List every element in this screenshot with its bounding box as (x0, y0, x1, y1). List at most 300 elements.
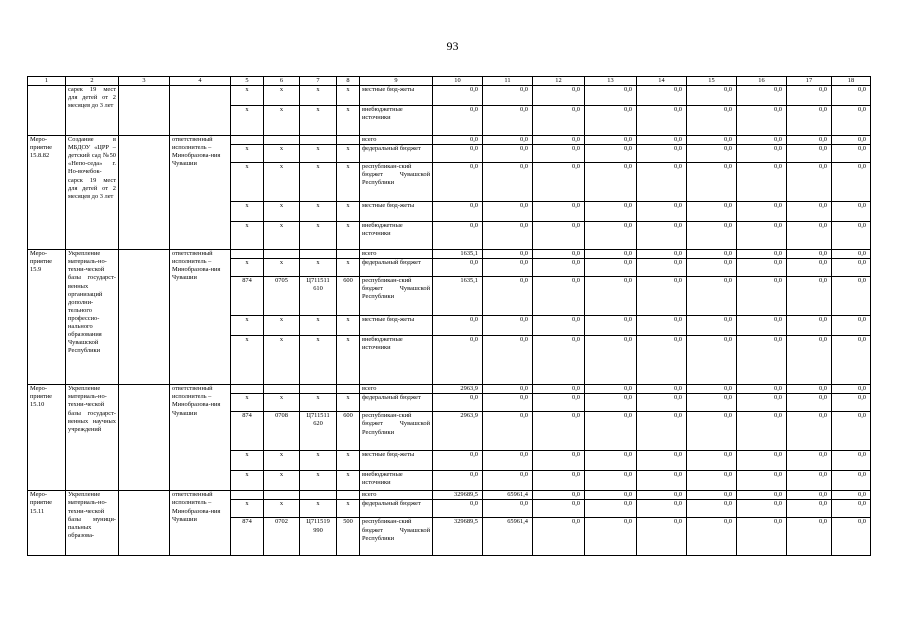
value-cell: 0,0 (533, 259, 585, 277)
value-cell: 0,0 (832, 222, 871, 250)
value-cell: 0,0 (832, 336, 871, 385)
value-cell: 0,0 (832, 316, 871, 336)
code-cell: x (337, 500, 360, 518)
value-cell: 0,0 (637, 259, 687, 277)
code-cell: x (337, 86, 360, 106)
value-cell: 0,0 (832, 385, 871, 394)
code-cell: Ц711511 610 (300, 277, 337, 316)
value-cell: 0,0 (832, 277, 871, 316)
value-cell: 0,0 (787, 163, 832, 202)
measure-description: Укрепление материаль-но-техни-ческой базы государст-венных организаций дополни-тельного профессио-нального образования Чувашской Республики (66, 250, 119, 385)
code-cell: 500 (337, 518, 360, 556)
value-cell: 0,0 (637, 385, 687, 394)
value-cell: 0,0 (433, 394, 483, 412)
header-cell: 17 (787, 77, 832, 86)
co-executor (119, 491, 170, 556)
code-cell: x (231, 316, 264, 336)
value-cell: 0,0 (687, 336, 737, 385)
value-cell: 0,0 (737, 145, 787, 163)
value-cell: 0,0 (832, 163, 871, 202)
value-cell: 0,0 (832, 250, 871, 259)
code-cell: Ц711511 620 (300, 412, 337, 451)
value-cell: 0,0 (687, 471, 737, 491)
value-cell: 0,0 (637, 106, 687, 136)
value-cell: 0,0 (585, 202, 637, 222)
value-cell: 0,0 (433, 316, 483, 336)
value-cell: 0,0 (687, 145, 737, 163)
executor: ответственный исполнитель – Минобразова-ния Чувашии (170, 491, 231, 556)
code-cell (231, 385, 264, 394)
code-cell: x (337, 202, 360, 222)
value-cell: 0,0 (483, 222, 533, 250)
value-cell: 0,0 (585, 336, 637, 385)
code-cell (337, 250, 360, 259)
measure-description: сарек 19 мест для детей от 2 месяцев до 3 лет (66, 86, 119, 136)
budget-table (27, 76, 871, 556)
header-cell: 16 (737, 77, 787, 86)
code-cell: x (300, 394, 337, 412)
value-cell: 0,0 (533, 277, 585, 316)
value-cell: 0,0 (787, 106, 832, 136)
header-cell: 9 (360, 77, 433, 86)
code-cell: x (300, 336, 337, 385)
value-cell: 0,0 (533, 385, 585, 394)
value-cell: 0,0 (483, 250, 533, 259)
value-cell: 0,0 (585, 86, 637, 106)
code-cell: x (231, 500, 264, 518)
table-row (28, 385, 871, 394)
value-cell: 0,0 (483, 316, 533, 336)
co-executor (119, 385, 170, 491)
code-cell: 0702 (264, 518, 300, 556)
code-cell: x (264, 86, 300, 106)
value-cell: 0,0 (787, 336, 832, 385)
value-cell: 0,0 (533, 412, 585, 451)
source-cell: внебюджетные источники (360, 222, 433, 250)
value-cell: 0,0 (533, 145, 585, 163)
value-cell: 0,0 (433, 136, 483, 145)
value-cell: 0,0 (533, 202, 585, 222)
value-cell: 0,0 (533, 491, 585, 500)
value-cell: 0,0 (533, 163, 585, 202)
value-cell: 2963,9 (433, 412, 483, 451)
value-cell: 0,0 (832, 471, 871, 491)
code-cell: x (264, 145, 300, 163)
value-cell: 0,0 (787, 277, 832, 316)
value-cell: 0,0 (483, 277, 533, 316)
value-cell: 0,0 (687, 277, 737, 316)
table-row (28, 491, 871, 500)
value-cell: 0,0 (737, 451, 787, 471)
value-cell: 65961,4 (483, 518, 533, 556)
value-cell: 0,0 (637, 412, 687, 451)
code-cell: x (337, 471, 360, 491)
value-cell: 0,0 (637, 86, 687, 106)
value-cell: 0,0 (433, 145, 483, 163)
value-cell: 0,0 (637, 518, 687, 556)
header-cell: 1 (28, 77, 66, 86)
value-cell: 0,0 (737, 316, 787, 336)
code-cell: x (264, 259, 300, 277)
value-cell: 0,0 (737, 259, 787, 277)
code-cell: x (231, 222, 264, 250)
code-cell: 0705 (264, 277, 300, 316)
code-cell: x (264, 106, 300, 136)
value-cell: 0,0 (737, 136, 787, 145)
value-cell: 0,0 (483, 106, 533, 136)
source-cell: всего (360, 136, 433, 145)
value-cell: 0,0 (737, 106, 787, 136)
code-cell: x (264, 316, 300, 336)
value-cell: 0,0 (787, 250, 832, 259)
value-cell: 329689,5 (433, 491, 483, 500)
code-cell (231, 491, 264, 500)
code-cell: x (300, 451, 337, 471)
executor: ответственный исполнитель – Минобразова-ния Чувашии (170, 385, 231, 491)
measure-label: Меро-приятие 15.9 (28, 250, 66, 385)
value-cell: 0,0 (687, 394, 737, 412)
code-cell: x (231, 86, 264, 106)
code-cell: 874 (231, 518, 264, 556)
value-cell: 0,0 (787, 202, 832, 222)
value-cell: 0,0 (533, 86, 585, 106)
value-cell: 0,0 (832, 451, 871, 471)
header-cell: 6 (264, 77, 300, 86)
value-cell: 0,0 (483, 336, 533, 385)
measure-label: Меро-приятие 15.10 (28, 385, 66, 491)
value-cell: 0,0 (787, 145, 832, 163)
value-cell: 0,0 (585, 491, 637, 500)
value-cell: 0,0 (637, 451, 687, 471)
value-cell: 0,0 (687, 222, 737, 250)
source-cell: внебюджетные источники (360, 471, 433, 491)
code-cell: x (337, 394, 360, 412)
code-cell: x (300, 500, 337, 518)
value-cell: 0,0 (737, 336, 787, 385)
value-cell: 0,0 (533, 471, 585, 491)
value-cell: 0,0 (832, 500, 871, 518)
value-cell: 0,0 (832, 136, 871, 145)
value-cell: 0,0 (585, 412, 637, 451)
value-cell: 0,0 (737, 277, 787, 316)
code-cell: x (337, 145, 360, 163)
code-cell (264, 491, 300, 500)
header-cell: 10 (433, 77, 483, 86)
value-cell: 0,0 (637, 250, 687, 259)
measure-label: Меро-приятие 15.11 (28, 491, 66, 556)
value-cell: 0,0 (483, 136, 533, 145)
code-cell (300, 136, 337, 145)
value-cell: 0,0 (585, 136, 637, 145)
value-cell: 0,0 (585, 316, 637, 336)
value-cell: 0,0 (832, 202, 871, 222)
code-cell: x (300, 316, 337, 336)
source-cell: внебюджетные источники (360, 106, 433, 136)
value-cell: 0,0 (637, 222, 687, 250)
value-cell: 0,0 (787, 259, 832, 277)
value-cell: 0,0 (832, 394, 871, 412)
measure-description: Укрепление материаль-но-техни-ческой базы муници-пальных образова- (66, 491, 119, 556)
table-row (28, 86, 871, 106)
value-cell: 0,0 (585, 394, 637, 412)
co-executor (119, 136, 170, 250)
value-cell: 0,0 (433, 202, 483, 222)
value-cell: 0,0 (787, 222, 832, 250)
value-cell: 0,0 (433, 222, 483, 250)
code-cell (264, 250, 300, 259)
value-cell: 0,0 (687, 163, 737, 202)
value-cell: 0,0 (787, 451, 832, 471)
value-cell: 0,0 (737, 518, 787, 556)
value-cell: 0,0 (585, 385, 637, 394)
value-cell: 0,0 (433, 336, 483, 385)
value-cell: 0,0 (637, 316, 687, 336)
code-cell: x (300, 202, 337, 222)
code-cell (337, 491, 360, 500)
value-cell: 0,0 (737, 412, 787, 451)
code-cell (231, 136, 264, 145)
value-cell: 0,0 (787, 500, 832, 518)
code-cell (337, 385, 360, 394)
code-cell (337, 136, 360, 145)
value-cell: 0,0 (585, 471, 637, 491)
value-cell: 0,0 (832, 259, 871, 277)
value-cell: 0,0 (687, 259, 737, 277)
code-cell: x (264, 222, 300, 250)
code-cell: x (231, 451, 264, 471)
value-cell: 0,0 (433, 86, 483, 106)
value-cell: 0,0 (483, 385, 533, 394)
measure-label (28, 86, 66, 136)
source-cell: федеральный бюджет (360, 259, 433, 277)
code-cell: x (264, 451, 300, 471)
value-cell: 0,0 (787, 394, 832, 412)
value-cell: 65961,4 (483, 491, 533, 500)
header-cell: 15 (687, 77, 737, 86)
header-cell: 7 (300, 77, 337, 86)
code-cell: x (300, 145, 337, 163)
value-cell: 0,0 (585, 518, 637, 556)
value-cell: 0,0 (483, 259, 533, 277)
code-cell (300, 250, 337, 259)
table-row (28, 250, 871, 259)
value-cell: 0,0 (737, 385, 787, 394)
code-cell: x (300, 222, 337, 250)
value-cell: 0,0 (637, 500, 687, 518)
source-cell: республикан-ский бюджет Чувашской Республики (360, 518, 433, 556)
value-cell: 1635,1 (433, 250, 483, 259)
value-cell: 2963,9 (433, 385, 483, 394)
value-cell: 0,0 (483, 412, 533, 451)
header-cell: 8 (337, 77, 360, 86)
measure-description: Создание в МБДОУ «ЦРР – детский сад №50 «Непо-седа» г. Но-вочебок-сарск 19 мест для детей от 2 месяцев до 3 лет (66, 136, 119, 250)
value-cell: 0,0 (637, 471, 687, 491)
value-cell: 0,0 (483, 145, 533, 163)
executor: ответственный исполнитель – Минобразова-ния Чувашии (170, 250, 231, 385)
value-cell: 0,0 (687, 202, 737, 222)
value-cell: 0,0 (687, 385, 737, 394)
code-cell: x (264, 163, 300, 202)
value-cell: 0,0 (737, 222, 787, 250)
value-cell: 0,0 (585, 500, 637, 518)
value-cell: 0,0 (787, 412, 832, 451)
code-cell: 600 (337, 412, 360, 451)
value-cell: 0,0 (483, 500, 533, 518)
value-cell: 0,0 (533, 518, 585, 556)
source-cell: республикан-ский бюджет Чувашской Республики (360, 277, 433, 316)
code-cell: 0708 (264, 412, 300, 451)
source-cell: федеральный бюджет (360, 145, 433, 163)
source-cell: федеральный бюджет (360, 500, 433, 518)
value-cell: 0,0 (787, 471, 832, 491)
source-cell: местные бюд-жеты (360, 316, 433, 336)
code-cell: x (300, 106, 337, 136)
code-cell: x (337, 451, 360, 471)
header-cell: 5 (231, 77, 264, 86)
value-cell: 0,0 (433, 500, 483, 518)
value-cell: 0,0 (687, 106, 737, 136)
value-cell: 0,0 (687, 451, 737, 471)
code-cell: x (300, 259, 337, 277)
value-cell: 0,0 (433, 451, 483, 471)
code-cell: x (231, 471, 264, 491)
value-cell: 0,0 (832, 86, 871, 106)
header-cell: 3 (119, 77, 170, 86)
value-cell: 0,0 (483, 471, 533, 491)
header-cell: 12 (533, 77, 585, 86)
code-cell: x (300, 163, 337, 202)
code-cell: x (231, 145, 264, 163)
code-cell: x (231, 259, 264, 277)
value-cell: 0,0 (533, 500, 585, 518)
value-cell: 0,0 (737, 163, 787, 202)
value-cell: 0,0 (585, 277, 637, 316)
measure-description: Укрепление материаль-но-техни-ческой базы государст-венных научных учреждений (66, 385, 119, 491)
source-cell: федеральный бюджет (360, 394, 433, 412)
value-cell: 0,0 (787, 316, 832, 336)
value-cell: 0,0 (483, 163, 533, 202)
code-cell: x (231, 163, 264, 202)
measure-label: Меро-приятие 15.8.82 (28, 136, 66, 250)
value-cell: 0,0 (637, 394, 687, 412)
source-cell: местные бюд-жеты (360, 86, 433, 106)
code-cell: x (337, 163, 360, 202)
code-cell: x (231, 106, 264, 136)
value-cell: 0,0 (737, 86, 787, 106)
value-cell: 0,0 (787, 518, 832, 556)
value-cell: 1635,1 (433, 277, 483, 316)
value-cell: 0,0 (483, 451, 533, 471)
value-cell: 0,0 (687, 136, 737, 145)
source-cell: всего (360, 385, 433, 394)
value-cell: 0,0 (433, 471, 483, 491)
code-cell: x (231, 336, 264, 385)
code-cell: x (337, 106, 360, 136)
value-cell: 0,0 (637, 136, 687, 145)
value-cell: 0,0 (637, 336, 687, 385)
code-cell: 874 (231, 277, 264, 316)
value-cell: 0,0 (737, 471, 787, 491)
value-cell: 0,0 (637, 277, 687, 316)
value-cell: 329689,5 (433, 518, 483, 556)
code-cell (300, 491, 337, 500)
code-cell (264, 136, 300, 145)
header-row (28, 77, 871, 86)
code-cell (300, 385, 337, 394)
source-cell: внебюджетные источники (360, 336, 433, 385)
code-cell: x (300, 86, 337, 106)
code-cell: 874 (231, 412, 264, 451)
source-cell: республикан-ский бюджет Чувашской Республики (360, 412, 433, 451)
value-cell: 0,0 (637, 491, 687, 500)
co-executor (119, 250, 170, 385)
value-cell: 0,0 (585, 259, 637, 277)
value-cell: 0,0 (533, 316, 585, 336)
value-cell: 0,0 (533, 394, 585, 412)
value-cell: 0,0 (787, 86, 832, 106)
code-cell: x (264, 202, 300, 222)
value-cell: 0,0 (787, 136, 832, 145)
value-cell: 0,0 (737, 491, 787, 500)
value-cell: 0,0 (637, 163, 687, 202)
table-row (28, 136, 871, 145)
code-cell: x (300, 471, 337, 491)
value-cell: 0,0 (433, 163, 483, 202)
value-cell: 0,0 (585, 451, 637, 471)
executor: ответственный исполнитель – Минобразова-ния Чувашии (170, 136, 231, 250)
value-cell: 0,0 (533, 336, 585, 385)
value-cell: 0,0 (832, 518, 871, 556)
value-cell: 0,0 (585, 222, 637, 250)
value-cell: 0,0 (433, 259, 483, 277)
value-cell: 0,0 (585, 163, 637, 202)
value-cell: 0,0 (737, 500, 787, 518)
code-cell: x (337, 336, 360, 385)
code-cell (231, 250, 264, 259)
code-cell: x (337, 316, 360, 336)
value-cell: 0,0 (687, 491, 737, 500)
value-cell: 0,0 (533, 451, 585, 471)
header-cell: 14 (637, 77, 687, 86)
code-cell: x (337, 259, 360, 277)
value-cell: 0,0 (687, 518, 737, 556)
header-cell: 13 (585, 77, 637, 86)
value-cell: 0,0 (737, 202, 787, 222)
value-cell: 0,0 (832, 491, 871, 500)
value-cell: 0,0 (737, 250, 787, 259)
executor (170, 86, 231, 136)
code-cell: 600 (337, 277, 360, 316)
value-cell: 0,0 (585, 250, 637, 259)
value-cell: 0,0 (832, 106, 871, 136)
value-cell: 0,0 (687, 86, 737, 106)
value-cell: 0,0 (483, 202, 533, 222)
value-cell: 0,0 (433, 106, 483, 136)
value-cell: 0,0 (585, 106, 637, 136)
co-executor (119, 86, 170, 136)
page-number: 93 (446, 39, 459, 53)
code-cell: Ц711519 990 (300, 518, 337, 556)
value-cell: 0,0 (483, 394, 533, 412)
header-cell: 4 (170, 77, 231, 86)
value-cell: 0,0 (533, 106, 585, 136)
code-cell: x (231, 202, 264, 222)
value-cell: 0,0 (787, 491, 832, 500)
source-cell: местные бюд-жеты (360, 202, 433, 222)
code-cell: x (264, 394, 300, 412)
value-cell: 0,0 (687, 500, 737, 518)
code-cell: x (337, 222, 360, 250)
